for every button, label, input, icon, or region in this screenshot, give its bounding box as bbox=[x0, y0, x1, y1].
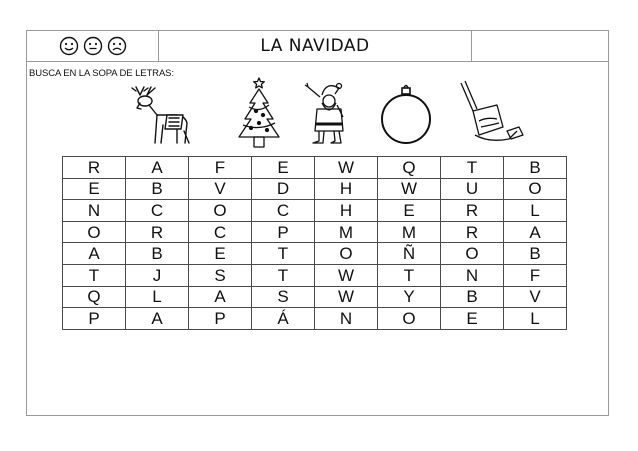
letter-cell[interactable]: O bbox=[189, 200, 252, 222]
letter-cell[interactable]: E bbox=[252, 157, 315, 179]
letter-cell[interactable]: R bbox=[126, 221, 189, 243]
letter-cell[interactable]: P bbox=[63, 308, 126, 330]
letter-cell[interactable]: R bbox=[63, 157, 126, 179]
letter-cell[interactable]: E bbox=[189, 243, 252, 265]
page-title: LA NAVIDAD bbox=[260, 36, 370, 56]
letter-cell[interactable]: F bbox=[189, 157, 252, 179]
sled-icon bbox=[461, 81, 523, 140]
letter-cell[interactable]: O bbox=[441, 243, 504, 265]
letter-cell[interactable]: A bbox=[126, 157, 189, 179]
letter-cell[interactable]: N bbox=[315, 308, 378, 330]
letter-cell[interactable]: C bbox=[252, 200, 315, 222]
letter-cell[interactable]: T bbox=[378, 264, 441, 286]
letter-cell[interactable]: B bbox=[441, 286, 504, 308]
letter-cell[interactable]: L bbox=[126, 286, 189, 308]
letter-cell[interactable]: B bbox=[126, 243, 189, 265]
letter-cell[interactable]: A bbox=[189, 286, 252, 308]
letter-cell[interactable]: T bbox=[63, 264, 126, 286]
grid-row bbox=[63, 178, 567, 200]
letter-cell[interactable]: Ñ bbox=[378, 243, 441, 265]
bauble-icon bbox=[382, 86, 430, 144]
letter-cell[interactable]: M bbox=[315, 221, 378, 243]
christmas-tree-icon bbox=[239, 78, 279, 147]
word-search-grid bbox=[62, 156, 567, 330]
letter-cell[interactable]: E bbox=[63, 178, 126, 200]
letter-cell[interactable]: L bbox=[504, 200, 567, 222]
letter-cell[interactable]: O bbox=[315, 243, 378, 265]
letter-cell[interactable]: B bbox=[504, 243, 567, 265]
letter-cell[interactable]: E bbox=[441, 308, 504, 330]
letter-cell[interactable]: Y bbox=[378, 286, 441, 308]
santa-claus-icon bbox=[305, 83, 343, 143]
letter-cell[interactable]: V bbox=[504, 286, 567, 308]
letter-cell[interactable]: B bbox=[126, 178, 189, 200]
letter-cell[interactable]: B bbox=[504, 157, 567, 179]
letter-cell[interactable]: O bbox=[63, 221, 126, 243]
grid-row bbox=[63, 243, 567, 265]
grid-row bbox=[63, 264, 567, 286]
letter-cell[interactable]: J bbox=[126, 264, 189, 286]
letter-cell[interactable]: P bbox=[252, 221, 315, 243]
letter-cell[interactable]: R bbox=[441, 221, 504, 243]
letter-cell[interactable]: Q bbox=[63, 286, 126, 308]
grid-row bbox=[63, 286, 567, 308]
letter-cell[interactable]: H bbox=[315, 178, 378, 200]
letter-cell[interactable]: W bbox=[378, 178, 441, 200]
letter-cell[interactable]: Á bbox=[252, 308, 315, 330]
letter-cell[interactable]: N bbox=[63, 200, 126, 222]
letter-cell[interactable]: T bbox=[252, 264, 315, 286]
letter-cell[interactable]: C bbox=[189, 221, 252, 243]
letter-cell[interactable]: L bbox=[504, 308, 567, 330]
letter-cell[interactable]: W bbox=[315, 157, 378, 179]
instruction-text: BUSCA EN LA SOPA DE LETRAS: bbox=[29, 68, 174, 79]
letter-cell[interactable]: S bbox=[189, 264, 252, 286]
letter-cell[interactable]: C bbox=[126, 200, 189, 222]
letter-cell[interactable]: R bbox=[441, 200, 504, 222]
letter-cell[interactable]: S bbox=[252, 286, 315, 308]
letter-cell[interactable]: D bbox=[252, 178, 315, 200]
letter-cell[interactable]: A bbox=[504, 221, 567, 243]
letter-cell[interactable]: F bbox=[504, 264, 567, 286]
letter-cell[interactable]: O bbox=[504, 178, 567, 200]
letter-cell[interactable]: V bbox=[189, 178, 252, 200]
letter-cell[interactable]: N bbox=[441, 264, 504, 286]
letter-cell[interactable]: U bbox=[441, 178, 504, 200]
letter-cell[interactable]: A bbox=[126, 308, 189, 330]
letter-cell[interactable]: A bbox=[63, 243, 126, 265]
letter-cell[interactable]: P bbox=[189, 308, 252, 330]
letter-cell[interactable]: T bbox=[441, 157, 504, 179]
grid-row bbox=[63, 157, 567, 179]
letter-cell[interactable]: W bbox=[315, 286, 378, 308]
letter-cell[interactable]: M bbox=[378, 221, 441, 243]
letter-cell[interactable]: E bbox=[378, 200, 441, 222]
reindeer-icon bbox=[132, 87, 189, 143]
letter-cell[interactable]: H bbox=[315, 200, 378, 222]
grid-row bbox=[63, 200, 567, 222]
letter-cell[interactable]: T bbox=[252, 243, 315, 265]
grid-row bbox=[63, 308, 567, 330]
picture-row bbox=[27, 31, 610, 161]
grid-row bbox=[63, 221, 567, 243]
letter-cell[interactable]: Q bbox=[378, 157, 441, 179]
letter-cell[interactable]: O bbox=[378, 308, 441, 330]
letter-cell[interactable]: W bbox=[315, 264, 378, 286]
